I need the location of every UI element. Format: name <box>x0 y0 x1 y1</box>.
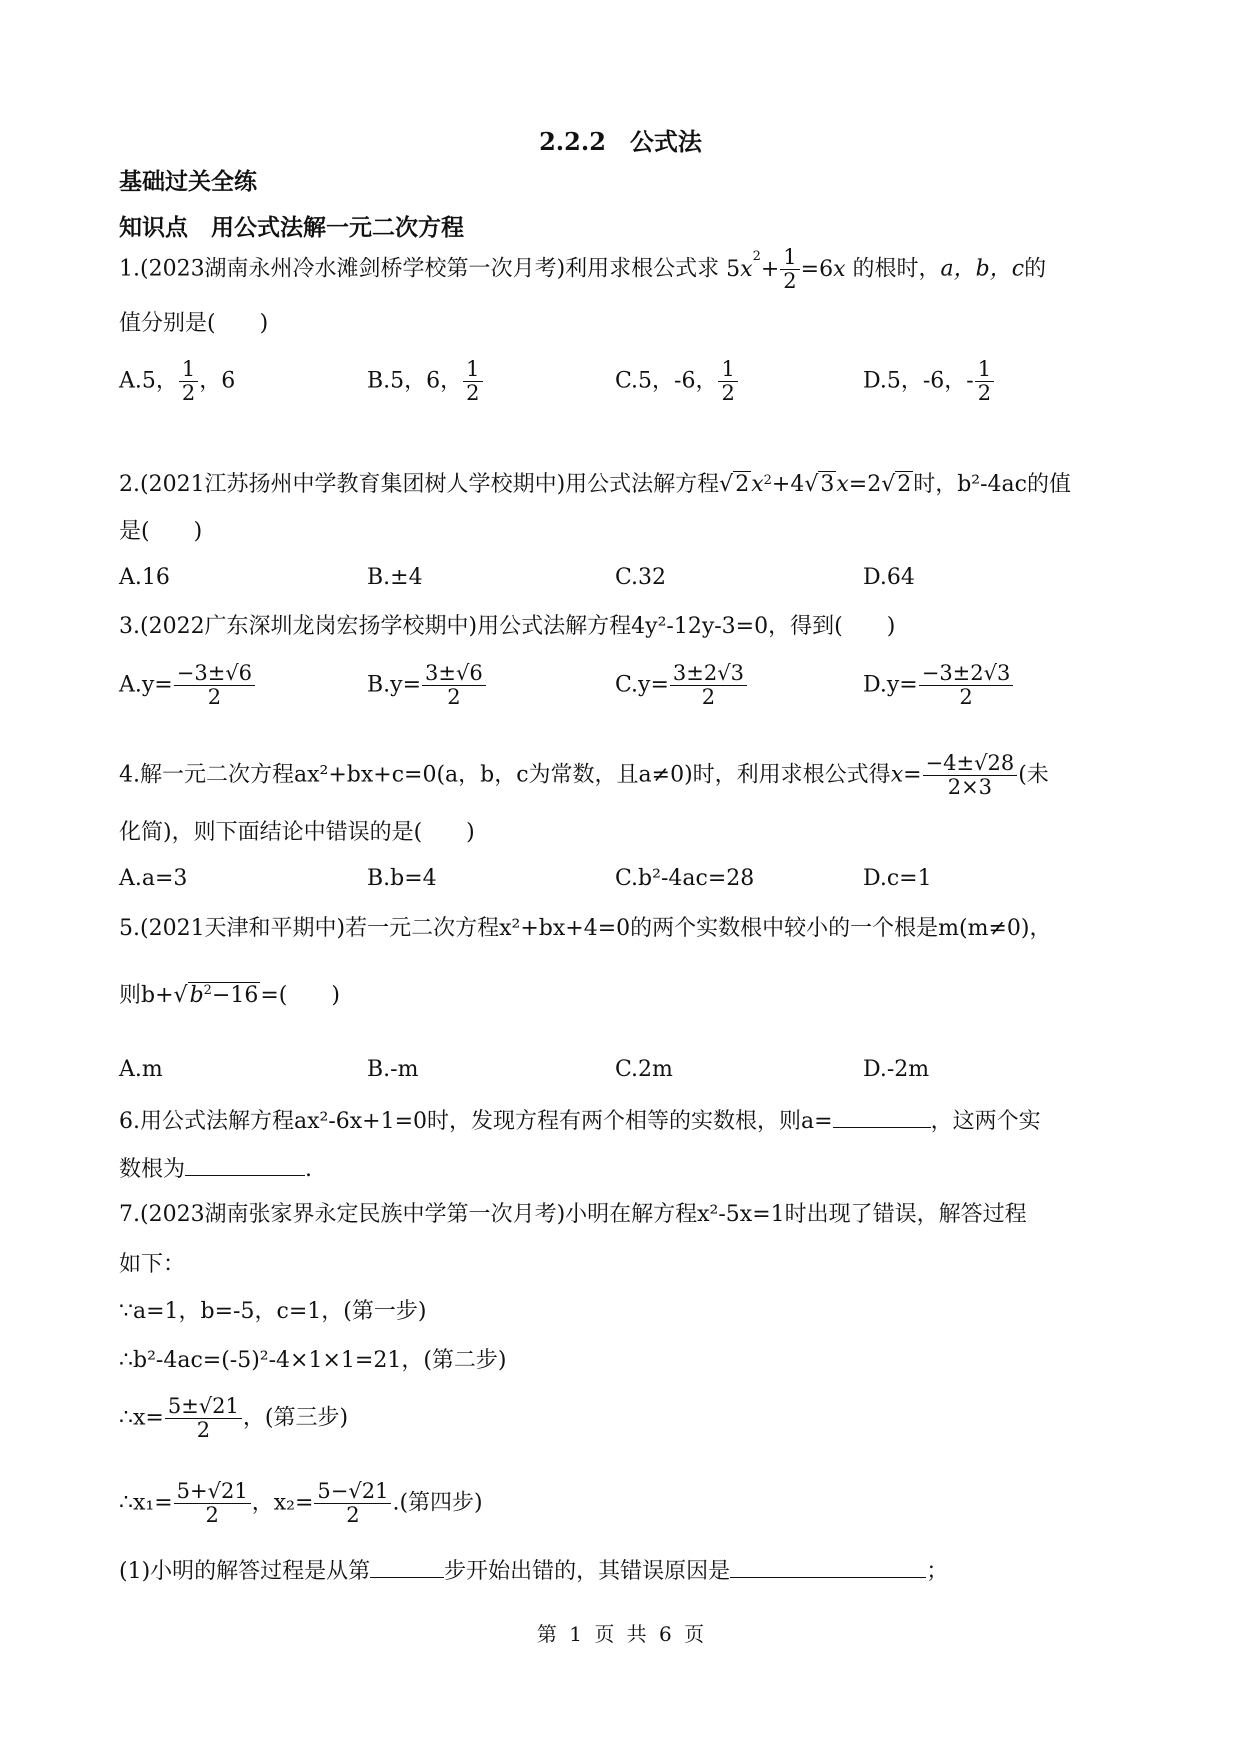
q1-equation: $5x^2+$ $\frac{1}{2}$ =6x <box>726 245 846 293</box>
q4-option-a[interactable]: A.a=3 <box>119 866 188 891</box>
q1-option-a[interactable]: A.5， $\frac{1}{2}$ ，6 <box>119 357 236 405</box>
q5-line2: 则$b+√b^2-16=$( ) <box>119 983 340 1008</box>
question-6: 6.用公式法解方程ax²-6x+1=0时，发现方程有两个相等的实数根，则a= ，这两个实 <box>119 1105 1041 1137</box>
question-5: 5.(2021天津和平期中)若一元二次方程x²+bx+4=0的两个实数根中较小的一个根是m(m≠0)， <box>119 916 1052 941</box>
q1-option-d[interactable]: D.5，-6，- $\frac{1}{2}$ <box>863 358 995 405</box>
page-title: 2.2.2 公式法 <box>539 127 702 156</box>
q6-blank-roots[interactable] <box>185 1153 305 1176</box>
q3-option-c[interactable]: C.y= $\frac{3\pm 2√3}{2}$ <box>615 662 748 709</box>
knowledge-point-heading: 知识点 用公式法解一元二次方程 <box>119 214 464 241</box>
q1-abc: a，b，c <box>940 256 1025 282</box>
q6-blank-a[interactable] <box>833 1105 931 1128</box>
q2-option-d[interactable]: D.64 <box>863 565 915 590</box>
question-3: 3.(2022广东深圳龙岗宏扬学校期中)用公式法解方程4y²-12y-3=0，得到( ) <box>119 614 896 639</box>
question-7: 7.(2023湖南张家界永定民族中学第一次月考)小明在解方程x²-5x=1时出现了错误，解答过程 <box>119 1202 1027 1227</box>
q7-line2: 如下： <box>119 1252 186 1277</box>
q1-option-b[interactable]: B.5，6， $\frac{1}{2}$ <box>367 358 484 405</box>
q7-sub1: (1)小明的解答过程是从第 步开始出错的，其错误原因是 ； <box>119 1555 948 1587</box>
q5-option-d[interactable]: D.-2m <box>863 1057 930 1082</box>
q4-option-d[interactable]: D.c=1 <box>863 866 932 891</box>
q1-text: 1.(2023湖南永州冷水滩剑桥学校第一次月考)利用求根公式求 <box>119 256 720 282</box>
q1-line2: 值分别是( ) <box>119 311 269 336</box>
q2-line2: 是( ) <box>119 519 203 544</box>
q4-line2: 化简)，则下面结论中错误的是( ) <box>119 820 475 845</box>
question-2: 2.(2021江苏扬州中学教育集团树人学校期中)用公式法解方程$√2x^2+4√3x=2√2$时，b²-4ac的值 <box>119 472 1071 497</box>
q1-option-c[interactable]: C.5，-6， $\frac{1}{2}$ <box>615 358 739 405</box>
question-4: 4.解一元二次方程ax²+bx+c=0(a，b，c为常数，且a≠0)时，利用求根公式得x= $\frac{-4\pm√28}{2\times 3}$ (未 <box>119 751 1049 799</box>
q4-fraction: $\frac{-4\pm√28}{2\times 3}$ <box>923 752 1018 799</box>
q2-option-c[interactable]: C.32 <box>615 565 667 590</box>
q7-step1: ∵a=1，b=-5，c=1，(第一步) <box>119 1299 427 1324</box>
q5-option-a[interactable]: A.m <box>119 1057 163 1082</box>
q7-blank-step[interactable] <box>370 1555 444 1578</box>
q6-line2: 数根为 . <box>119 1153 312 1185</box>
q3-option-b[interactable]: B.y= $\frac{3\pm√6}{2}$ <box>367 662 487 709</box>
q7-step2: ∴b²-4ac=(-5)²-4×1×1=21，(第二步) <box>119 1348 507 1373</box>
q5-option-b[interactable]: B.-m <box>367 1057 419 1082</box>
q4-option-b[interactable]: B.b=4 <box>367 866 437 891</box>
q4-option-c[interactable]: C.b²-4ac=28 <box>615 866 755 891</box>
q2-equation: $√2x^2+4√3x=2√2$ <box>719 472 912 497</box>
q3-option-d[interactable]: D.y= $\frac{-3\pm 2√3}{2}$ <box>863 662 1014 709</box>
q1-tail2: 的 <box>1024 256 1047 282</box>
q5-option-c[interactable]: C.2m <box>615 1057 673 1082</box>
q2-option-a[interactable]: A.16 <box>119 565 170 590</box>
section-heading: 基础过关全练 <box>119 168 257 195</box>
q2-option-b[interactable]: B.±4 <box>367 565 423 590</box>
q3-option-a[interactable]: A.y= $\frac{-3\pm√6}{2}$ <box>119 662 256 709</box>
q7-step4: ∴x₁= $\frac{5+√21}{2}$ ，x₂= $\frac{5-√21}{2}$ .(第四步) <box>119 1479 483 1527</box>
q7-blank-reason[interactable] <box>730 1555 926 1578</box>
q7-step3: ∴x= $\frac{5\pm√21}{2}$ ，(第三步) <box>119 1394 349 1442</box>
q1-tail: 的根时， <box>852 256 941 282</box>
page-footer: 第 1 页 共 6 页 <box>536 1622 705 1646</box>
question-1 <box>119 246 1046 293</box>
